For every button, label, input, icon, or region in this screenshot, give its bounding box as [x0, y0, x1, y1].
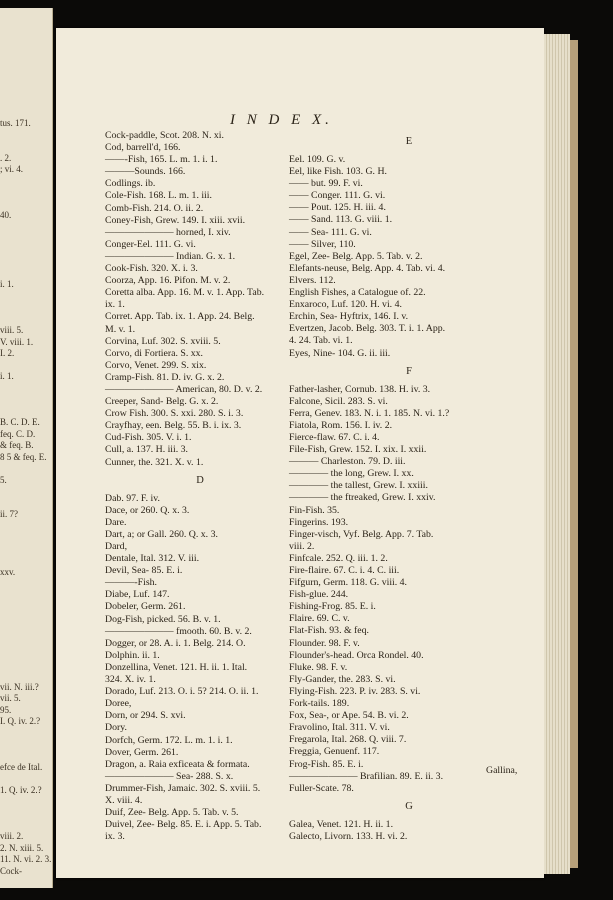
- index-entry: Cunner, the. 321. X. v. 1.: [105, 456, 204, 468]
- index-entry: Cud-Fish. 305. V. i. 1.: [105, 432, 192, 444]
- index-entry: Galea, Venet. 121. H. ii. 1.: [289, 818, 394, 830]
- section-letter: E: [405, 136, 413, 147]
- index-entry: ix. 1.: [105, 299, 125, 311]
- index-entry: Fierce-flaw. 67. C. i. 4.: [289, 431, 380, 443]
- index-entry: Dragon, a. Raia exficeata & formata.: [105, 758, 250, 770]
- index-entry: Comb-Fish. 214. O. ii. 2.: [105, 202, 204, 214]
- index-entry: Egel, Zee- Belg. App. 5. Tab. v. 2.: [289, 250, 423, 262]
- index-entry: Coorza, App. 16. Pifon. M. v. 2.: [105, 275, 231, 287]
- index-entry: ——————— Sea- 288. S. x.: [105, 770, 234, 782]
- index-entry: Drummer-Fish, Jamaic. 302. S. xviii. 5.: [105, 782, 261, 794]
- index-entry: ix. 3.: [105, 831, 125, 843]
- index-entry: Fravolino, Ital. 311. V. vi.: [289, 722, 390, 734]
- index-entry: Fire-flaire. 67. C. i. 4. C. iii.: [289, 565, 400, 576]
- left-page-fragment: 1. Q. iv. 2.?: [0, 785, 42, 795]
- index-entry: Fish-glue. 244.: [289, 589, 349, 601]
- catchword: Gallina,: [486, 765, 518, 776]
- index-entry: ——————— fmooth. 60. B. v. 2.: [105, 625, 252, 637]
- index-entry: ———— the long, Grew. I. xx.: [289, 468, 414, 480]
- left-page-fragment: ii. 7?: [0, 509, 18, 519]
- index-entry: Elefants-neuse, Belg. App. 4. Tab. vi. 4.: [289, 262, 446, 274]
- index-entry: Doree,: [105, 698, 132, 710]
- index-entry: viii. 2.: [289, 540, 315, 552]
- index-entry: Frog-Fish. 85. E. i.: [289, 758, 364, 770]
- section-letter: D: [196, 474, 204, 486]
- index-entry: Fluke. 98. F. v.: [289, 661, 348, 673]
- index-entry: Erchin, Sea- Hyftrix, 146. I. v.: [289, 311, 409, 323]
- index-entry: Duif, Zee- Belg. App. 5. Tab. v. 5.: [105, 807, 239, 819]
- index-entry: Dolphin. ii. 1.: [105, 649, 160, 661]
- index-entry: Cod, barrell'd, 166.: [105, 142, 181, 154]
- index-entry: Dorn, or 294. S. xvi.: [105, 710, 186, 722]
- left-page-fragment: 40.: [0, 210, 12, 220]
- page-stack-edge: [544, 34, 570, 874]
- left-page-fragment: V. viii. 1.: [0, 336, 34, 347]
- index-entry: File-Fish, Grew. 152. I. xix. I. xxii.: [289, 444, 427, 456]
- index-entry: Dogger, or 28. A. i. 1. Belg. 214. O.: [105, 637, 246, 649]
- left-page-fragment: 8 5 & feq. E.: [0, 451, 47, 462]
- left-page-fragment: tus. 171.: [0, 118, 31, 128]
- index-entry: Donzellina, Venet. 121. H. ii. 1. Ital.: [105, 661, 248, 673]
- index-entry: ———— the tallest, Grew. I. xxiii.: [289, 480, 428, 492]
- index-entry: Eel, like Fish. 103. G. H.: [289, 166, 387, 178]
- index-entry: —— Pout. 125. H. iii. 4.: [289, 202, 386, 214]
- index-entry: Dard,: [105, 541, 128, 552]
- left-page-fragment: I. Q. iv. 2.?: [0, 716, 41, 726]
- index-entry: Fly-Gander, the. 283. S. vi.: [289, 673, 396, 685]
- index-entry: Fiatola, Rom. 156. I. iv. 2.: [289, 419, 393, 431]
- left-page-fragment: 95.: [0, 704, 12, 715]
- left-page-fragment: vii. N. iii.?: [0, 681, 39, 692]
- index-entry: Coney-Fish, Grew. 149. I. xiii. xvii.: [105, 214, 246, 226]
- left-page-fragment: viii. 5.: [0, 325, 24, 335]
- index-entry: Diabe, Luf. 147.: [105, 589, 170, 601]
- index-entry: —— but. 99. F. vi.: [289, 178, 363, 190]
- left-page-fragment: 11. N. vi. 2. 3.: [0, 854, 52, 864]
- index-entry: Dare.: [105, 516, 127, 528]
- index-entry: Eyes, Nine- 104. G. ii. iii.: [289, 347, 391, 359]
- index-column-right: [289, 130, 529, 843]
- index-entry: Fuller-Scate. 78.: [289, 782, 354, 794]
- index-entry: Coretta alba. App. 16. M. v. 1. App. Tab.: [105, 287, 265, 299]
- index-entry: Fox, Sea-, or Ape. 54. B. vi. 2.: [289, 710, 409, 722]
- index-entry: ——————— Indian. G. x. 1.: [105, 250, 236, 262]
- left-page-fragment: i. 1.: [0, 279, 14, 289]
- index-column-left: [105, 130, 295, 843]
- index-entry: Dog-Fish, picked. 56. B. v. 1.: [105, 613, 221, 625]
- index-entry: ———Sounds. 166.: [105, 166, 186, 178]
- index-entry: ——————— horned, I. xiv.: [105, 226, 231, 238]
- left-page-fragment: 2. N. xiii. 5.: [0, 842, 44, 853]
- index-entry: Crow Fish. 300. S. xxi. 280. S. i. 3.: [105, 408, 244, 420]
- left-page-fragment: . 2.: [0, 152, 12, 163]
- left-page-fragment: ; vi. 4.: [0, 164, 24, 174]
- index-entry: Cramp-Fish. 81. D. iv. G. x. 2.: [105, 371, 225, 383]
- index-entry: Flying-Fish. 223. P. iv. 283. S. vi.: [289, 685, 421, 697]
- index-entry: Father-lasher, Cornub. 138. H. iv. 3.: [289, 383, 431, 395]
- index-entry: Duivel, Zee- Belg. 85. E. i. App. 5. Tab.: [105, 819, 262, 831]
- index-entry: Cole-Fish. 168. L. m. 1. iii.: [105, 190, 212, 202]
- index-entry: —— Silver, 110.: [289, 238, 356, 250]
- index-entry: Eel. 109. G. v.: [289, 154, 346, 165]
- index-entry: Flat-Fish. 93. & feq.: [289, 625, 370, 637]
- index-entry: 4. 24. Tab. vi. 1.: [289, 335, 353, 347]
- index-entry: X. viii. 4.: [105, 794, 143, 806]
- section-letter: F: [406, 365, 412, 377]
- index-entry: Corret. App. Tab. ix. 1. App. 24. Belg.: [105, 311, 255, 323]
- index-entry: Codlings. ib.: [105, 178, 156, 190]
- page-title: I N D E X.: [230, 112, 333, 128]
- index-entry: Dorfch, Germ. 172. L. m. 1. i. 1.: [105, 734, 233, 746]
- index-entry: Dentale, Ital. 312. V. iii.: [105, 553, 200, 565]
- index-entry: Devil, Sea- 85. E. i.: [105, 565, 183, 577]
- index-entry: Galecto, Livorn. 133. H. vi. 2.: [289, 830, 408, 842]
- index-entry: Dory.: [105, 722, 127, 734]
- index-entry: Cock-paddle, Scot. 208. N. xi.: [105, 130, 224, 141]
- index-entry: Creeper, Sand- Belg. G. x. 2.: [105, 396, 219, 408]
- index-entry: Evertzen, Jacob. Belg. 303. T. i. 1. App.: [289, 323, 446, 335]
- index-entry: Finfcale. 252. Q. iii. 1. 2.: [289, 552, 388, 564]
- index-entry: Falcone, Sicil. 283. S. vi.: [289, 395, 388, 407]
- index-entry: Fingerins. 193.: [289, 516, 349, 528]
- index-entry: Flaire. 69. C. v.: [289, 613, 350, 625]
- index-entry: Fregarola, Ital. 268. Q. viii. 7.: [289, 734, 407, 746]
- index-entry: Ferra, Genev. 183. N. i. 1. 185. N. vi. 1.?: [289, 407, 450, 419]
- left-page-fragment: feq. C. D.: [0, 428, 36, 439]
- left-page-fragment: & feq. B.: [0, 440, 34, 450]
- index-entry: Fifgurn, Germ. 118. G. viii. 4.: [289, 577, 408, 589]
- index-entry: ——-Fish, 165. L. m. 1. i. 1.: [105, 154, 218, 166]
- index-entry: Flounder's-head. Orca Rondel. 40.: [289, 649, 424, 661]
- index-entry: ———-Fish.: [105, 577, 157, 589]
- index-entry: Corvo, Venet. 299. S. xix.: [105, 359, 207, 371]
- index-entry: Freggia, Genuenf. 117.: [289, 746, 380, 758]
- index-entry: Dorado, Luf. 213. O. i. 5? 214. O. ii. 1.: [105, 686, 259, 698]
- index-entry: Conger-Eel. 111. G. vi.: [105, 238, 196, 250]
- index-entry: Dobeler, Germ. 261.: [105, 601, 186, 613]
- index-entry: —— Sea- 111. G. vi.: [289, 226, 372, 238]
- index-entry: Cull, a. 137. H. iii. 3.: [105, 444, 189, 456]
- index-entry: Elvers. 112.: [289, 274, 336, 286]
- left-page-fragment: i. 1.: [0, 371, 14, 381]
- index-entry: Finger-visch, Vyf. Belg. App. 7. Tab.: [289, 528, 434, 540]
- index-entry: ——————— American, 80. D. v. 2.: [105, 383, 263, 395]
- left-page-fragment: xxv.: [0, 566, 16, 577]
- left-page-fragment: I. 2.: [0, 348, 15, 358]
- index-entry: Fork-tails. 189.: [289, 698, 350, 710]
- section-letter: G: [405, 800, 413, 812]
- index-entry: Dab. 97. F. iv.: [105, 492, 160, 504]
- index-entry: Dover, Germ. 261.: [105, 746, 179, 758]
- index-entry: —— Sand. 113. G. viii. 1.: [289, 214, 393, 226]
- index-entry: Dart, a; or Gall. 260. Q. x. 3.: [105, 528, 218, 540]
- index-entry: Fin-Fish. 35.: [289, 504, 340, 516]
- index-entry: English Fishes, a Catalogue of. 22.: [289, 287, 426, 299]
- index-entry: ——— Charleston. 79. D. iii.: [289, 456, 406, 468]
- left-page-fragment: B. C. D. E.: [0, 417, 40, 427]
- left-page-fragment: vii. 5.: [0, 693, 21, 703]
- left-page-edge: [0, 8, 53, 888]
- index-entry: ——————— Brafilian. 89. E. ii. 3.: [289, 770, 444, 782]
- left-page-fragment: 5.: [0, 474, 7, 485]
- index-entry: —— Conger. 111. G. vi.: [289, 190, 386, 202]
- left-page-fragment: efce de Ital.: [0, 762, 43, 772]
- index-entry: Enxaroco, Luf. 120. H. vi. 4.: [289, 299, 402, 311]
- left-page-fragment: Cock-: [0, 865, 22, 876]
- index-entry: ———— the ftreaked, Grew. I. xxiv.: [289, 492, 436, 504]
- index-entry: Flounder. 98. F. v.: [289, 637, 360, 649]
- index-entry: Crayfhay, een. Belg. 55. B. i. ix. 3.: [105, 420, 242, 432]
- left-page-fragment: viii. 2.: [0, 831, 24, 841]
- index-entry: M. v. 1.: [105, 323, 136, 335]
- index-entry: Corvina, Luf. 302. S. xviii. 5.: [105, 335, 221, 347]
- book-cover-edge: [570, 40, 578, 868]
- index-entry: Fishing-Frog. 85. E. i.: [289, 601, 376, 613]
- index-entry: 324. X. iv. 1.: [105, 674, 156, 686]
- index-entry: Cook-Fish. 320. X. i. 3.: [105, 263, 198, 275]
- index-entry: Corvo, di Fortiera. S. xx.: [105, 347, 203, 359]
- index-entry: Dace, or 260. Q. x. 3.: [105, 504, 190, 516]
